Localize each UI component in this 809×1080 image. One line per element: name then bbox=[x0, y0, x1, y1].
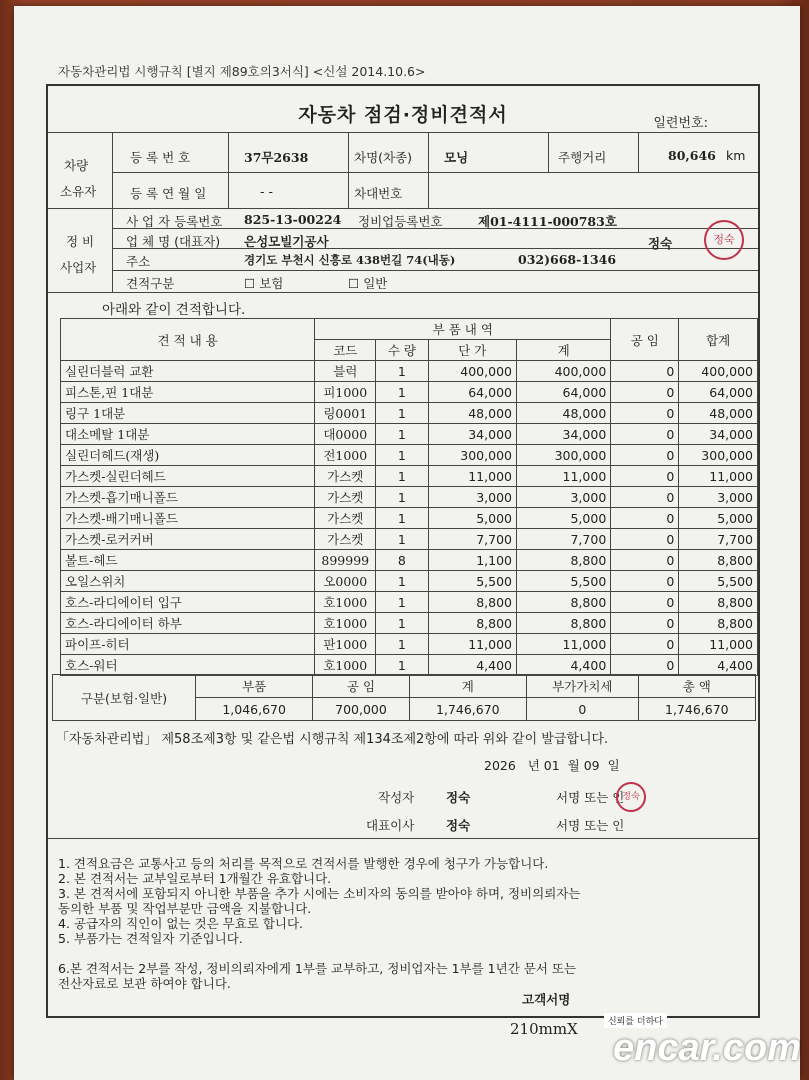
item-unit: 11,000 bbox=[428, 634, 516, 655]
item-sum: 11,000 bbox=[516, 466, 610, 487]
paper-size: 210mmX bbox=[510, 1020, 578, 1038]
item-labor: 0 bbox=[611, 361, 679, 382]
item-qty: 1 bbox=[376, 382, 428, 403]
table-row bbox=[61, 571, 758, 592]
table-row bbox=[61, 529, 758, 550]
item-qty: 1 bbox=[376, 424, 428, 445]
stamp-text: 정숙 bbox=[713, 233, 735, 246]
item-qty: 1 bbox=[376, 445, 428, 466]
item-labor: 0 bbox=[611, 592, 679, 613]
note-line: 2. 본 견적서는 교부일로부터 1개월간 유효합니다. bbox=[58, 871, 332, 886]
item-labor: 0 bbox=[611, 382, 679, 403]
item-code: 가스켓 bbox=[315, 508, 376, 529]
item-qty: 1 bbox=[376, 571, 428, 592]
item-desc: 링구 1대분 bbox=[61, 403, 315, 424]
item-sum: 11,000 bbox=[516, 634, 610, 655]
shopno-label: 정비업등록번호 bbox=[358, 214, 443, 229]
table-row bbox=[61, 382, 758, 403]
col-unit: 단 가 bbox=[428, 340, 516, 361]
note-line bbox=[58, 946, 580, 961]
type-label: 견적구분 bbox=[126, 276, 175, 291]
company-seal bbox=[704, 220, 744, 260]
ceo-label: 대표이사 bbox=[366, 818, 415, 833]
summary-h-vat: 부가가치세 bbox=[526, 675, 638, 698]
item-sum: 7,700 bbox=[516, 529, 610, 550]
model-value: 모닝 bbox=[444, 150, 469, 165]
table-row bbox=[61, 655, 758, 676]
item-unit: 64,000 bbox=[428, 382, 516, 403]
item-labor: 0 bbox=[611, 424, 679, 445]
summary-vat: 0 bbox=[526, 698, 638, 721]
item-unit: 300,000 bbox=[428, 445, 516, 466]
shopno-value: 제01-4111-000783호 bbox=[478, 214, 617, 229]
form-frame bbox=[46, 84, 760, 1018]
customer-sign-label: 고객서명 bbox=[522, 992, 571, 1007]
legal-text: 「자동차관리법」 제58조제3항 및 같은법 시행규칙 제134조제2항에 따라 위와 같이 발급합니다. bbox=[56, 732, 609, 747]
item-desc: 피스톤,핀 1대분 bbox=[61, 382, 315, 403]
item-total: 11,000 bbox=[679, 634, 758, 655]
item-sum: 64,000 bbox=[516, 382, 610, 403]
item-qty: 8 bbox=[376, 550, 428, 571]
item-code: 가스켓 bbox=[315, 487, 376, 508]
item-code: 판1000 bbox=[315, 634, 376, 655]
note-line: 5. 부품가는 견적일자 기준입니다. bbox=[58, 931, 243, 946]
item-total: 8,800 bbox=[679, 613, 758, 634]
writer-label: 작성자 bbox=[378, 790, 415, 805]
item-total: 400,000 bbox=[679, 361, 758, 382]
regulation-header: 자동차관리법 시행규칙 [별지 제89호의3서식] <신설 2014.10.6> bbox=[58, 64, 426, 79]
item-total: 5,500 bbox=[679, 571, 758, 592]
item-unit: 8,800 bbox=[428, 592, 516, 613]
summary-table bbox=[52, 674, 756, 721]
col-code: 코드 bbox=[315, 340, 376, 361]
table-row bbox=[61, 613, 758, 634]
col-parts: 부 품 내 역 bbox=[315, 319, 611, 340]
sign-label-2: 서명 또는 인 bbox=[556, 818, 625, 833]
mileage-label: 주행거리 bbox=[558, 150, 607, 165]
company-value: 은성모빌기공사 bbox=[244, 234, 329, 249]
date-d: 일 bbox=[607, 758, 620, 773]
item-unit: 8,800 bbox=[428, 613, 516, 634]
watermark-tag: 신뢰를 더하다 bbox=[604, 1013, 667, 1028]
writer-name: 정숙 bbox=[446, 790, 471, 805]
item-total: 300,000 bbox=[679, 445, 758, 466]
item-unit: 4,400 bbox=[428, 655, 516, 676]
date-month: 01 bbox=[543, 758, 560, 773]
note-line: 6.본 견적서는 2부를 작성, 정비의뢰자에게 1부를 교부하고, 정비업자는 1부를 1년간 문서 또는 bbox=[58, 961, 577, 976]
vin-label: 차대번호 bbox=[354, 186, 403, 201]
watermark-brand: encar.com bbox=[613, 1027, 801, 1069]
item-desc: 실린더헤드(재생) bbox=[61, 445, 315, 466]
col-qty: 수 량 bbox=[376, 340, 428, 361]
item-unit: 5,500 bbox=[428, 571, 516, 592]
rep-name: 정숙 bbox=[648, 236, 673, 251]
item-total: 8,800 bbox=[679, 550, 758, 571]
col-sum: 계 bbox=[516, 340, 610, 361]
item-unit: 3,000 bbox=[428, 487, 516, 508]
item-total: 11,000 bbox=[679, 466, 758, 487]
opt-general: ☐ 일반 bbox=[348, 276, 388, 291]
shop-section-label: 정 비 bbox=[66, 234, 95, 249]
item-unit: 7,700 bbox=[428, 529, 516, 550]
col-desc: 견 적 내 용 bbox=[61, 319, 315, 361]
item-code: 호1000 bbox=[315, 655, 376, 676]
date-year: 2026 bbox=[484, 758, 516, 773]
item-code: 링0001 bbox=[315, 403, 376, 424]
serial-label: 일련번호: bbox=[653, 116, 708, 131]
item-qty: 1 bbox=[376, 634, 428, 655]
item-total: 8,800 bbox=[679, 592, 758, 613]
item-desc: 가스켓-로커커버 bbox=[61, 529, 315, 550]
item-sum: 8,800 bbox=[516, 613, 610, 634]
item-labor: 0 bbox=[611, 466, 679, 487]
item-total: 3,000 bbox=[679, 487, 758, 508]
document-paper bbox=[14, 6, 800, 1080]
item-code: 피1000 bbox=[315, 382, 376, 403]
item-sum: 5,500 bbox=[516, 571, 610, 592]
item-desc: 볼트-헤드 bbox=[61, 550, 315, 571]
table-row bbox=[61, 424, 758, 445]
col-labor: 공 임 bbox=[611, 319, 679, 361]
item-qty: 1 bbox=[376, 361, 428, 382]
mileage-unit: km bbox=[726, 148, 746, 163]
item-unit: 48,000 bbox=[428, 403, 516, 424]
sign-label-1: 서명 또는 인 bbox=[556, 790, 625, 805]
summary-h-parts: 부품 bbox=[196, 675, 313, 698]
item-sum: 48,000 bbox=[516, 403, 610, 424]
note-line: 4. 공급자의 직인이 없는 것은 무효로 합니다. bbox=[58, 916, 304, 931]
item-sum: 5,000 bbox=[516, 508, 610, 529]
addr-label: 주소 bbox=[126, 254, 151, 269]
table-row bbox=[61, 634, 758, 655]
item-qty: 1 bbox=[376, 613, 428, 634]
item-sum: 400,000 bbox=[516, 361, 610, 382]
table-row bbox=[61, 445, 758, 466]
issue-date bbox=[484, 756, 620, 774]
col-total: 합계 bbox=[679, 319, 758, 361]
item-desc: 호스-워터 bbox=[61, 655, 315, 676]
opt-general-label: 일반 bbox=[363, 276, 388, 291]
item-sum: 8,800 bbox=[516, 550, 610, 571]
bizno-label: 사 업 자 등록번호 bbox=[126, 214, 223, 229]
item-labor: 0 bbox=[611, 508, 679, 529]
item-desc: 가스켓-실린더헤드 bbox=[61, 466, 315, 487]
item-sum: 3,000 bbox=[516, 487, 610, 508]
table-row bbox=[61, 508, 758, 529]
table-row bbox=[61, 403, 758, 424]
item-total: 34,000 bbox=[679, 424, 758, 445]
item-unit: 1,100 bbox=[428, 550, 516, 571]
estimate-table bbox=[60, 318, 758, 676]
table-row bbox=[61, 361, 758, 382]
item-code: 오0000 bbox=[315, 571, 376, 592]
item-qty: 1 bbox=[376, 529, 428, 550]
item-total: 48,000 bbox=[679, 403, 758, 424]
note-line: 1. 견적요금은 교통사고 등의 처리를 목적으로 견적서를 발행한 경우에 청구가 가능합니다. bbox=[58, 856, 549, 871]
item-qty: 1 bbox=[376, 655, 428, 676]
item-qty: 1 bbox=[376, 508, 428, 529]
item-sum: 300,000 bbox=[516, 445, 610, 466]
item-labor: 0 bbox=[611, 445, 679, 466]
item-total: 5,000 bbox=[679, 508, 758, 529]
item-desc: 파이프-히터 bbox=[61, 634, 315, 655]
table-row bbox=[61, 592, 758, 613]
item-qty: 1 bbox=[376, 466, 428, 487]
item-unit: 5,000 bbox=[428, 508, 516, 529]
summary-h-sum: 계 bbox=[409, 675, 526, 698]
sign-seal bbox=[616, 782, 646, 812]
bizno-value: 825-13-00224 bbox=[244, 212, 342, 227]
summary-sum: 1,746,670 bbox=[409, 698, 526, 721]
item-code: 호1000 bbox=[315, 613, 376, 634]
note-line: 3. 본 견적서에 포함되지 아니한 부품을 추가 시에는 소비자의 동의를 받아야 하며, 정비의뢰자는 bbox=[58, 886, 581, 901]
item-desc: 대소메탈 1대분 bbox=[61, 424, 315, 445]
item-qty: 1 bbox=[376, 403, 428, 424]
item-labor: 0 bbox=[611, 613, 679, 634]
item-desc: 가스켓-배기매니폴드 bbox=[61, 508, 315, 529]
item-qty: 1 bbox=[376, 487, 428, 508]
notes bbox=[58, 856, 580, 991]
item-code: 블럭 bbox=[315, 361, 376, 382]
regdate-value: - - bbox=[260, 184, 273, 199]
date-day: 09 bbox=[583, 758, 600, 773]
summary-labor: 700,000 bbox=[313, 698, 409, 721]
opt-insurance: ☐ 보험 bbox=[244, 276, 284, 291]
item-unit: 11,000 bbox=[428, 466, 516, 487]
summary-h-total: 총 액 bbox=[638, 675, 755, 698]
reg-label: 등 록 번 호 bbox=[130, 150, 191, 165]
item-labor: 0 bbox=[611, 487, 679, 508]
ceo-name: 정숙 bbox=[446, 818, 471, 833]
regdate-label: 등 록 연 월 일 bbox=[130, 186, 207, 201]
summary-total: 1,746,670 bbox=[638, 698, 755, 721]
item-labor: 0 bbox=[611, 550, 679, 571]
note-line: 동의한 부품 및 작업부분만 금액을 지불합니다. bbox=[58, 901, 312, 916]
item-total: 7,700 bbox=[679, 529, 758, 550]
summary-h-labor: 공 임 bbox=[313, 675, 409, 698]
item-code: 899999 bbox=[315, 550, 376, 571]
item-unit: 34,000 bbox=[428, 424, 516, 445]
item-labor: 0 bbox=[611, 529, 679, 550]
table-row bbox=[61, 550, 758, 571]
date-m: 월 bbox=[567, 758, 580, 773]
reg-value: 37무2638 bbox=[244, 150, 309, 165]
item-unit: 400,000 bbox=[428, 361, 516, 382]
addr-value: 경기도 부천시 신흥로 438번길 74(내동) bbox=[244, 253, 456, 267]
summary-label: 구분(보험·일반) bbox=[53, 675, 196, 721]
item-total: 64,000 bbox=[679, 382, 758, 403]
item-sum: 34,000 bbox=[516, 424, 610, 445]
note-line: 전산자료로 보관 하여야 합니다. bbox=[58, 976, 231, 991]
item-desc: 가스켓-흡기매니폴드 bbox=[61, 487, 315, 508]
table-row bbox=[61, 487, 758, 508]
vehicle-section-label: 차량 bbox=[64, 158, 89, 173]
phone-value: 032)668-1346 bbox=[518, 252, 617, 267]
item-labor: 0 bbox=[611, 403, 679, 424]
item-code: 가스켓 bbox=[315, 529, 376, 550]
item-sum: 8,800 bbox=[516, 592, 610, 613]
company-label: 업 체 명 (대표자) bbox=[126, 234, 221, 249]
item-desc: 실린더블럭 교환 bbox=[61, 361, 315, 382]
sign-stamp-text: 정숙 bbox=[622, 792, 640, 802]
mileage-value: 80,646 bbox=[668, 148, 716, 163]
item-sum: 4,400 bbox=[516, 655, 610, 676]
item-total: 4,400 bbox=[679, 655, 758, 676]
item-labor: 0 bbox=[611, 655, 679, 676]
item-qty: 1 bbox=[376, 592, 428, 613]
model-label: 차명(차종) bbox=[354, 150, 413, 165]
item-code: 호1000 bbox=[315, 592, 376, 613]
item-code: 가스켓 bbox=[315, 466, 376, 487]
item-desc: 오일스위치 bbox=[61, 571, 315, 592]
table-row bbox=[61, 466, 758, 487]
shop-section-label2: 사업자 bbox=[60, 260, 97, 275]
item-code: 대0000 bbox=[315, 424, 376, 445]
item-desc: 호스-라디에이터 하부 bbox=[61, 613, 315, 634]
summary-parts: 1,046,670 bbox=[196, 698, 313, 721]
intro-text: 아래와 같이 견적합니다. bbox=[102, 302, 246, 318]
date-y: 년 bbox=[527, 758, 540, 773]
item-labor: 0 bbox=[611, 634, 679, 655]
item-desc: 호스-라디에이터 입구 bbox=[61, 592, 315, 613]
document-title: 자동차 점검·정비견적서 bbox=[298, 104, 508, 126]
item-code: 전1000 bbox=[315, 445, 376, 466]
owner-label: 소유자 bbox=[60, 184, 97, 199]
opt-insurance-label: 보험 bbox=[259, 276, 284, 291]
item-labor: 0 bbox=[611, 571, 679, 592]
